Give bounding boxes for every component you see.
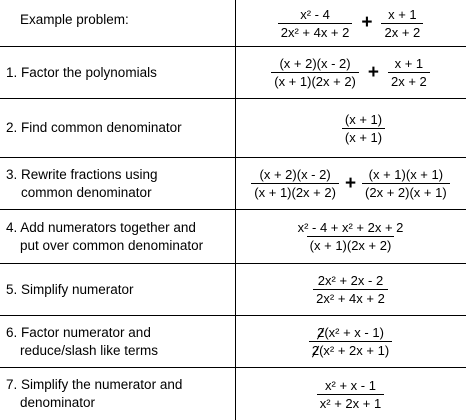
row-expression [235, 47, 466, 98]
fraction [388, 56, 430, 89]
slashed-factor: 2 [317, 325, 325, 340]
fraction [278, 7, 353, 40]
step-label-line1: 4. Add numerators together and [6, 219, 196, 235]
denominator: (2x + 2)(x + 1) [362, 183, 450, 200]
row-label [0, 0, 235, 40]
fraction [271, 56, 359, 89]
numerator: 2x² + 2x - 2 [317, 273, 384, 288]
numerator: (x + 2)(x - 2) [259, 167, 331, 182]
step-label-line2: common denominator [21, 184, 152, 200]
example-problem-label: Example problem: [20, 12, 129, 27]
row-expression [235, 210, 466, 263]
plus-operator: + [367, 61, 379, 83]
denominator [309, 341, 392, 358]
row-expression [235, 316, 466, 367]
numerator: (x + 1)(x + 1) [368, 167, 444, 182]
numerator [314, 325, 387, 341]
denominator: 2x² + 4x + 2 [313, 289, 388, 306]
row-label [0, 316, 235, 367]
row-label [0, 368, 235, 420]
row-label [0, 158, 235, 209]
step-label-line2: denominator [20, 395, 96, 410]
step-label-line2: put over common denominator [20, 237, 204, 253]
numerator-remainder: (x² + x - 1) [324, 325, 384, 340]
plus-operator: + [361, 12, 373, 33]
fraction [317, 378, 384, 411]
row-expression [235, 99, 466, 157]
fraction [251, 167, 339, 200]
numerator: (x + 1) [344, 111, 383, 127]
denominator: 2x + 2 [381, 23, 423, 40]
denominator: (x + 1) [342, 128, 385, 145]
denominator: (x + 1)(2x + 2) [307, 236, 395, 253]
row-expression [235, 264, 466, 315]
numerator: x² - 4 [300, 6, 330, 22]
fraction [342, 112, 385, 145]
fraction [313, 273, 388, 306]
denominator-remainder: (x² + 2x + 1) [319, 343, 390, 358]
row-label [0, 264, 235, 315]
numerator: x + 1 [388, 6, 417, 22]
denominator: (x + 1)(2x + 2) [251, 183, 339, 200]
plus-operator: + [344, 172, 357, 194]
row-label [0, 210, 235, 263]
row-expression [235, 158, 466, 209]
denominator: 2x² + 4x + 2 [278, 23, 353, 40]
numerator: x + 1 [394, 56, 424, 71]
denominator: 2x + 2 [388, 72, 430, 89]
step-label: 2. Find common denominator [6, 120, 182, 135]
fraction [362, 167, 450, 200]
fraction [309, 325, 392, 358]
row-label [0, 47, 235, 98]
step-label: 5. Simplify numerator [6, 281, 134, 297]
step-label-line1: 6. Factor numerator and [6, 324, 151, 340]
step-label-line1: 3. Rewrite fractions using [6, 166, 158, 182]
row-expression [235, 368, 466, 420]
row-label [0, 99, 235, 157]
step-label-line2: reduce/slash like terms [20, 342, 159, 358]
numerator: (x + 2)(x - 2) [279, 56, 351, 71]
step-label-line1: 7. Simplify the numerator and [6, 377, 183, 392]
row-expression [235, 0, 466, 46]
fraction [381, 7, 423, 40]
numerator: x² + x - 1 [325, 377, 376, 393]
denominator: (x + 1)(2x + 2) [271, 72, 359, 89]
fraction [295, 220, 407, 253]
denominator: x² + 2x + 1 [317, 394, 384, 411]
numerator: x² - 4 + x² + 2x + 2 [297, 220, 404, 235]
slashed-factor: 2 [311, 343, 320, 358]
step-label: 1. Factor the polynomials [6, 64, 157, 80]
